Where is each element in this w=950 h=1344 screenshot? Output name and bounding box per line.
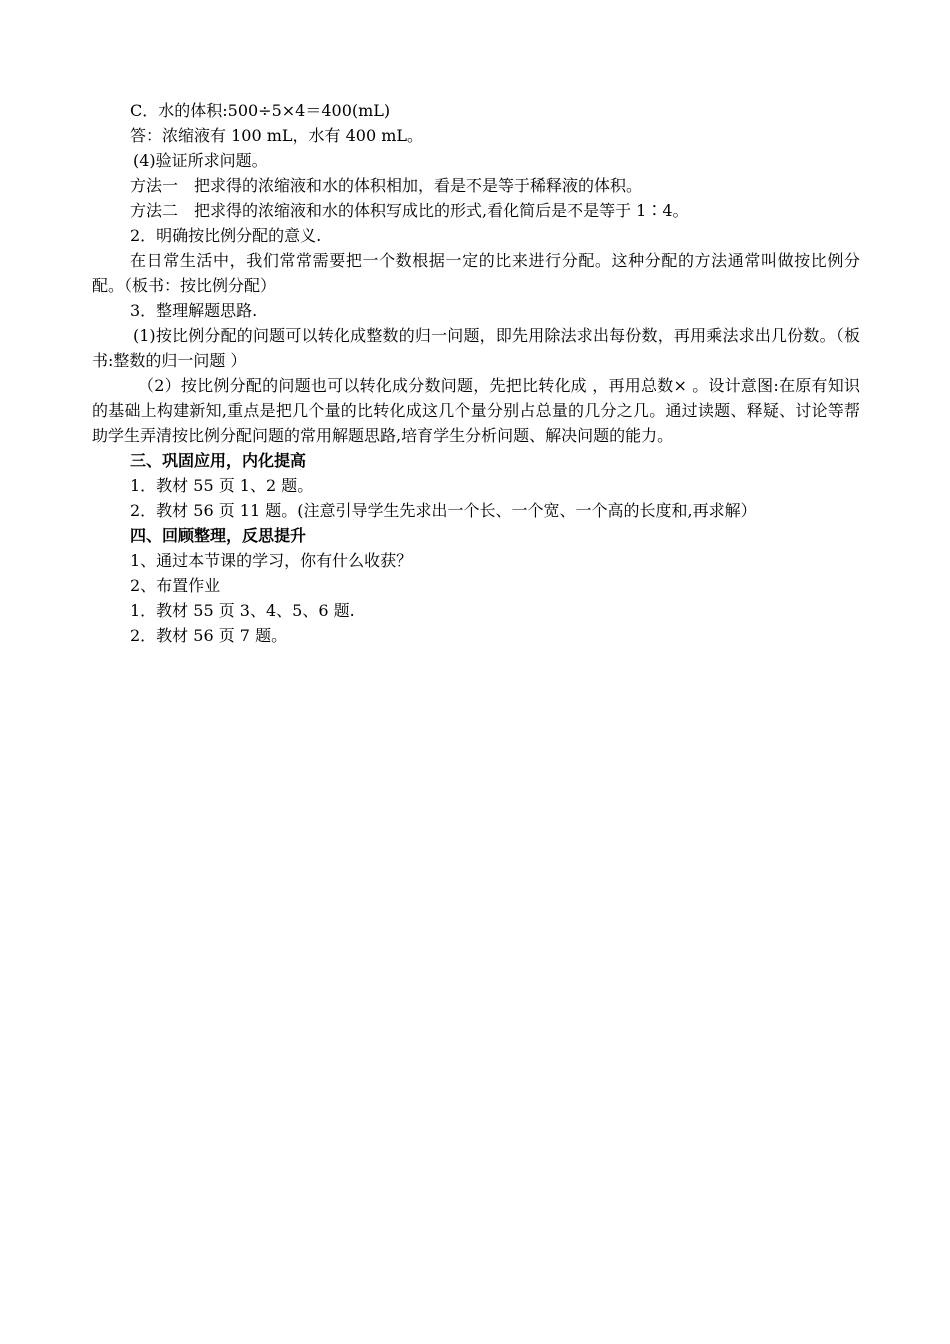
text-line-method-two: 方法二 把求得的浓缩液和水的体积写成比的形式,看化简后是不是等于 1∶4。 [130,201,689,220]
text-line-method-one: 方法一 把求得的浓缩液和水的体积相加，看是不是等于稀释液的体积。 [130,176,643,195]
paragraph-integer-problem: (1)按比例分配的问题可以转化成整数的归一问题，即先用除法求出每份数，再用乘法求出几份数。（板书:整数的归一问题 ） [92,326,860,370]
text-line-water-volume: C．水的体积:500÷5×4＝400(mL) [130,101,391,120]
paragraph-fraction-problem: （2）按比例分配的问题也可以转化成分数问题，先把比转化成 ，再用总数× 。设计意图:在原有知识的基础上构建新知,重点是把几个量的比转化成这几个量分别占总量的几分之几。通过读题、释疑、讨论等帮助学生弄清按比例分配问题的常用解题思路,培育学生分析问题、解决问题的能力。 [92,376,860,445]
text-line-textbook-55: 1．教材 55 页 1、2 题。 [130,476,314,495]
text-line-homework-56: 2．教材 56 页 7 题。 [130,626,288,645]
paragraph-textbook-56: 2．教材 56 页 11 题。(注意引导学生先求出一个长、一个宽、一个高的长度和,再求解） [130,501,757,520]
document-page [92,98,860,648]
paragraph-daily-life: 在日常生活中，我们常常需要把一个数根据一定的比来进行分配。这种分配的方法通常叫做按比例分配。（板书：按比例分配） [92,251,860,295]
text-line-clarify-meaning: 2．明确按比例分配的意义. [130,226,322,245]
text-line-homework: 2、布置作业 [130,576,221,595]
text-line-verify: (4)验证所求问题。 [133,151,268,170]
section-heading-four: 四、回顾整理，反思提升 [130,526,307,545]
text-line-gains: 1、通过本节课的学习，你有什么收获？ [130,551,413,570]
section-heading-three: 三、巩固应用，内化提高 [130,451,307,470]
text-line-organize-thinking: 3．整理解题思路. [130,301,258,320]
text-line-homework-55: 1．教材 55 页 3、4、5、6 题. [130,601,355,620]
text-line-answer: 答：浓缩液有 100 mL，水有 400 mL。 [130,126,424,145]
